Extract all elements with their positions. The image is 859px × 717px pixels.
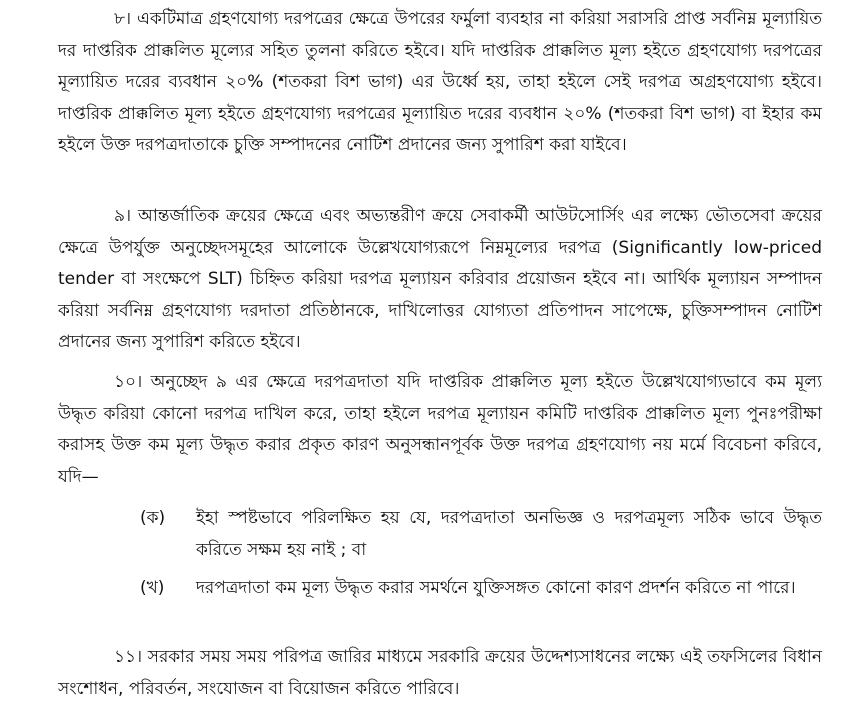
- clause-ka-marker: (ক): [140, 508, 166, 528]
- clause-kha-marker: (খ): [140, 578, 165, 598]
- clause-ka: [140, 503, 822, 566]
- paragraph-10: ১০। অনুচ্ছেদ ৯ এর ক্ষেত্রে দরপত্রদাতা যদি দাপ্তরিক প্রাক্কলিত মূল্য হইতে উল্লেখযোগ্যভাবে কম মূল্য উদ্ধৃত করিয়া কোনো দরপত্র দাখিল করে, তাহা হইলে দরপত্র মূল্যায়ন কমিটি দাপ্তরিক প্রাক্কলিত মূল্য পুনঃপরীক্ষা করাসহ উক্ত কম মূল্য উদ্ধৃত করার প্রকৃত কারণ অনুসন্ধানপূর্বক উক্ত দরপত্র গ্রহণযোগ্য নয় মর্মে বিবেচনা করিবে, যদি—: [58, 372, 822, 487]
- paragraph-11: ১১। সরকার সময় সময় পরিপত্র জারির মাধ্যমে সরকারি ক্রয়ের উদ্দেশ্যসাধনের লক্ষ্যে এই তফসিলের বিধান সংশোধন, পরিবর্তন, সংযোজন বা বিয়োজন করিতে পারিবে।: [58, 647, 822, 699]
- clause-kha: [140, 573, 822, 605]
- paragraph-9: ৯। আন্তর্জাতিক ক্রয়ের ক্ষেত্রে এবং অভ্যন্তরীণ ক্রয়ে সেবাকর্মী আউটসোর্সিং এর লক্ষ্যে ভৌতসেবা ক্রয়ের ক্ষেত্রে উপর্যুক্ত অনুচ্ছেদসমূহের আলোকে উল্লেখযোগ্যরূপে নিম্নমূল্যের দরপত্র (Significantly low-priced tender বা সংক্ষেপে SLT) চিহ্নিত করিয়া দরপত্র মূল্যায়ন করিবার প্রয়োজন হইবে না। আর্থিক মূল্যায়ন সম্পাদন করিয়া সর্বনিম্ন গ্রহণযোগ্য দরদাতা প্রতিষ্ঠানকে, দাখিলোত্তর যোগ্যতা প্রতিপাদন সাপেক্ষে, চুক্তিসম্পাদন নোটিশ প্রদানের জন্য সুপারিশ করিতে হইবে।: [58, 206, 822, 352]
- clause-ka-text: ইহা স্পষ্টভাবে পরিলক্ষিত হয় যে, দরপত্রদাতা অনভিজ্ঞ ও দরপত্রমূল্য সঠিক ভাবে উদ্ধৃত করিতে সক্ষম হয় নাই ; বা: [196, 508, 822, 560]
- paragraph-8: ৮। একটিমাত্র গ্রহণযোগ্য দরপত্রের ক্ষেত্রে উপরের ফর্মুলা ব্যবহার না করিয়া সরাসরি প্রাপ্ত সর্বনিম্ন মূল্যায়িত দর দাপ্তরিক প্রাক্কলিত মূল্যের সহিত তুলনা করিতে হইবে। যদি দাপ্তরিক প্রাক্কলিত মূল্য হইতে গ্রহণযোগ্য দরপত্রের মূল্যায়িত দরের ব্যবধান ২০% (শতকরা বিশ ভাগ) এর উর্ধ্বে হয়, তাহা হইলে সেই দরপত্র অগ্রহণযোগ্য হইবে। দাপ্তরিক প্রাক্কলিত মূল্য হইতে গ্রহণযোগ্য দরপত্রের মূল্যায়িত দরের ব্যবধান ২০% (শতকরা বিশ ভাগ) বা ইহার কম হইলে উক্ত দরপত্রদাতাকে চুক্তি সম্পাদনের নোটিশ প্রদানের জন্য সুপারিশ করা যাইবে।: [58, 9, 822, 155]
- clause-kha-text: দরপত্রদাতা কম মূল্য উদ্ধৃত করার সমর্থনে যুক্তিসঙ্গত কোনো কারণ প্রদর্শন করিতে না পারে।: [196, 578, 796, 598]
